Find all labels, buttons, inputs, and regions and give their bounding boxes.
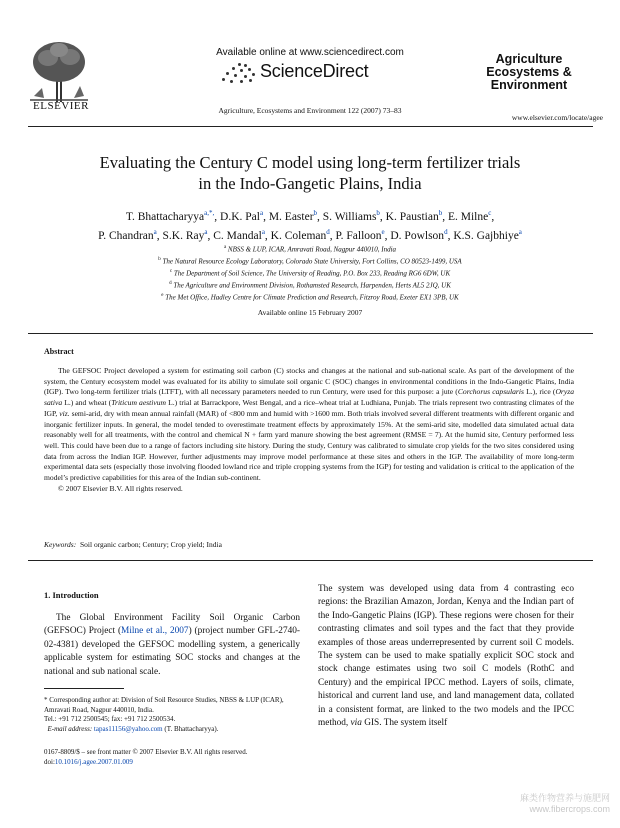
doi-link[interactable]: 10.1016/j.agee.2007.01.009 [54,758,133,766]
abstract-bottom-rule [28,560,593,561]
doi-line [44,757,344,767]
available-online-at[interactable]: Available online at www.sciencedirect.com [216,47,404,58]
affiliation-list [0,243,620,303]
author-affiliation-marker[interactable]: b [376,209,380,217]
watermark-line: 麻类作物营养与施肥网 [519,793,610,803]
journal-title-line: Agriculture [495,52,563,66]
header-rule [28,126,593,127]
front-matter-line: 0167-8809/$ – see front matter © 2007 Elsevier B.V. All rights reserved. [44,748,248,756]
intro-text: ) (project number GFL-2740-02-4381) developed the GEFSOC modelling system, a generically applicable system for estimating SOC stocks and changes at the national and sub national scale. [44,626,300,677]
citation-link[interactable]: Milne et al., 2007 [121,626,189,637]
section-heading-introduction: 1. Introduction [44,590,99,600]
abstract-text: The GEFSOC Project developed a system for estimating soil carbon (C) stocks and changes at the national and sub-national scale. As part of the development of the system, the Century ecosystem model was evaluated for its ability to simulate soil organic C (SOC) changes in environmental conditions in the Indo-Gangetic Plains, India (IGP). Two long-term fertilizer trials (LTFT), with all necessary parameters needed to run Century, were used for this purpose: a jute ( [44,366,574,397]
author-line: P. Chandran$^a$, S.K. Ray$^a$, C. Mandal$^a$, K. Coleman$^d$, P. Falloon$^e$, D. Powlson$^d$, K.S. Gajbhiye$^a$ [98,227,522,242]
author-name: M. Easter [268,210,314,223]
footnote-rule [44,688,124,689]
author-name: T. Bhattacharyya [125,210,205,223]
affiliation-text: NBSS & LUP, ICAR, Amravati Road, Nagpur 440010, India [226,245,397,254]
footnote-address: * Corresponding author at: Division of Soil Resource Studies, NBSS & LUP (ICAR), Amravati Road, Nagpur 440010, India. [44,696,284,714]
email-link[interactable]: tapas11156@yahoo.com [93,724,163,733]
affiliation-text: The Met Office, Hadley Centre for Climate Prediction and Research, Fitzroy Road, Exeter EX1 3PB, UK [163,293,459,302]
journal-title-line: Ecosystems & [486,65,572,79]
author-name: C. Mandal [213,229,262,242]
sciencedirect-wordmark: ScienceDirect [260,61,369,81]
author-affiliation-marker[interactable]: e [381,227,385,236]
site-watermark [470,793,610,815]
author-name: P. Falloon [335,229,382,242]
intro-text: GIS. The system itself [361,718,448,729]
affiliation-line [0,255,620,267]
abstract-body [44,366,574,494]
available-online-date: Available online 15 February 2007 [257,308,363,317]
sciencedirect-dots-icon [218,63,258,85]
author-affiliation-marker[interactable]: c [488,209,492,217]
journal-citation: Agriculture, Ecosystems and Environment 122 (2007) 73–83 [218,106,402,115]
abstract-text: L.) trial at Barrackpore, West Bengal, and a rice–wheat trial at Ludhiana, Punjab. The trials represent two contrasting climates of the IGP, [44,398,574,418]
email-suffix: (T. Bhattacharyya). [162,724,219,733]
abstract-viz: viz. [59,408,70,418]
author-name: S. Williams [322,210,377,223]
author-affiliation-marker[interactable]: a [261,227,265,236]
affiliation-key: a [223,245,227,250]
author-affiliation-marker[interactable]: a [259,209,264,217]
author-name: D.K. Pal [220,210,260,223]
sciencedirect-logo[interactable] [218,61,418,87]
intro-text: The Global Environment Facility Soil Organic Carbon (GEFSOC) Project ( [44,613,300,637]
keywords-text: Soil organic carbon; Century; Crop yield; India [79,540,222,549]
keywords [44,540,574,549]
author-affiliation-marker[interactable]: a [204,227,208,236]
abstract-copyright: © 2007 Elsevier B.V. All rights reserved. [58,483,183,493]
journal-url[interactable]: www.elsevier.com/locate/agee [511,113,603,122]
intro-left-column [44,612,300,679]
author-name: E. Milne [447,210,489,223]
abstract-text: semi-arid, dry with mean annual rainfall (MAR) of <800 mm and humid with >1600 mm. Both trials involved several different treatments with different organic and inorganic fertilizer inputs. In general, the model tended to overestimate treatment effects by approximately 15%. At the semi-arid site, modelled data simulated actual data reasonably well for all treatments, with the control and chemical N + farm yard manure showing the best agreement (RMSE = 7). At the humid site, Century performed less well. This could have been due to a range of factors including site history. During the study, Century was calibrated to simulate crop yields for the two sites considered using data from across the Indian IGP. However, further adjustments may improve model performance at these sites and others in the IGP. The availability of more long-term experimental data sets (especially those involving flooded lowland rice and triple cropping systems from the IGP) for testing and validation is critical to the application of the model’s predictive capabilities for this area of the Indian sub-continent. [44,408,574,483]
journal-title [468,53,590,92]
species-name: Corchorus capsularis [457,387,524,397]
affiliation-key: c [169,268,173,274]
author-name: P. Chandran [98,229,154,242]
title-line: Evaluating the Century C model using long-term fertilizer trials [99,153,521,172]
corresponding-author-footnote [44,696,304,734]
affiliation-line [0,243,620,255]
page-footer [44,747,344,767]
elsevier-wordmark: ELSEVIER [33,100,89,112]
affiliation-key: d [169,280,172,286]
author-line: T. Bhattacharyya$^{a,*,}$, D.K. Pal$^a$, M. Easter$^b$, S. Williams$^b$, K. Paustian$^b$, E. Milne$^c$, [125,209,495,223]
author-name: K.S. Gajbhiye [453,229,519,242]
article-title [0,152,620,194]
author-affiliation-marker[interactable]: a [153,227,157,236]
title-line: in the Indo-Gangetic Plains, India [198,174,422,193]
author-name: K. Coleman [270,229,327,242]
footnote-phone: Tel.: +91 712 2500545; fax: +91 712 2500534. [44,715,176,723]
intro-via: via [350,718,362,729]
watermark-line: www.fibercrops.com [529,804,610,814]
author-name: S.K. Ray [162,229,205,242]
author-name: K. Paustian [385,210,439,223]
author-name: D. Powlson [390,229,445,242]
affiliation-text: The Agriculture and Environment Division, Rothamsted Research, Harpenden, Herts AL5 2JQ, UK [171,281,451,290]
author-list [0,206,620,244]
keywords-label: Keywords: [44,540,77,549]
affiliation-line [0,267,620,279]
author-affiliation-marker[interactable]: b [313,209,318,217]
doi-label: doi: [44,758,55,766]
footnote-email-line [44,725,304,735]
email-label: E-mail address: [47,724,93,733]
affiliation-line [0,291,620,303]
intro-text: The system was developed using data from 4 contrasting eco regions: the Brazilian Amazon, Jordan, Kenya and the Indian part of the Indo-Gangetic Plains (IGP). These regions were chosen for their contrasting climates and soil types and the fact that they provide examples of those areas underrepresented by current soil C models. The system can be used to make spatially explicit SOC stock and stock change estimates using two soil C models (RothC and Century) and the empirical IPCC method. Layers of soils, climate, historical and current land use, and land management data, collated in a consistent format, are linked to the two models and the IPCC method, [318,584,574,729]
affiliation-text: The Department of Soil Science, The University of Reading, P.O. Box 233, Reading RG6 6DW, UK [172,269,451,278]
author-affiliation-marker[interactable]: d [326,227,330,236]
intro-right-column [318,583,574,730]
author-affiliation-marker[interactable]: b [438,209,443,217]
author-affiliation-marker[interactable]: a [518,227,522,236]
affiliation-text: The Natural Resource Ecology Laboratory, Colorado State University, Fort Collins, CO 80523-1499, USA [160,257,462,266]
author-affiliation-marker[interactable]: d [444,227,448,236]
affiliation-line [0,279,620,291]
species-name: Oryza sativa [44,387,574,408]
species-name: Triticum aestivum [111,398,167,408]
abstract-top-rule [28,333,593,334]
affiliation-key: e [161,292,164,298]
abstract-text: L.), rice ( [523,387,556,397]
abstract-heading: Abstract [44,347,74,356]
affiliation-key: b [158,256,161,262]
journal-title-line: Environment [490,78,568,92]
abstract-text: L.) and wheat ( [62,398,112,408]
author-affiliation-marker[interactable]: a,*, [204,209,215,217]
